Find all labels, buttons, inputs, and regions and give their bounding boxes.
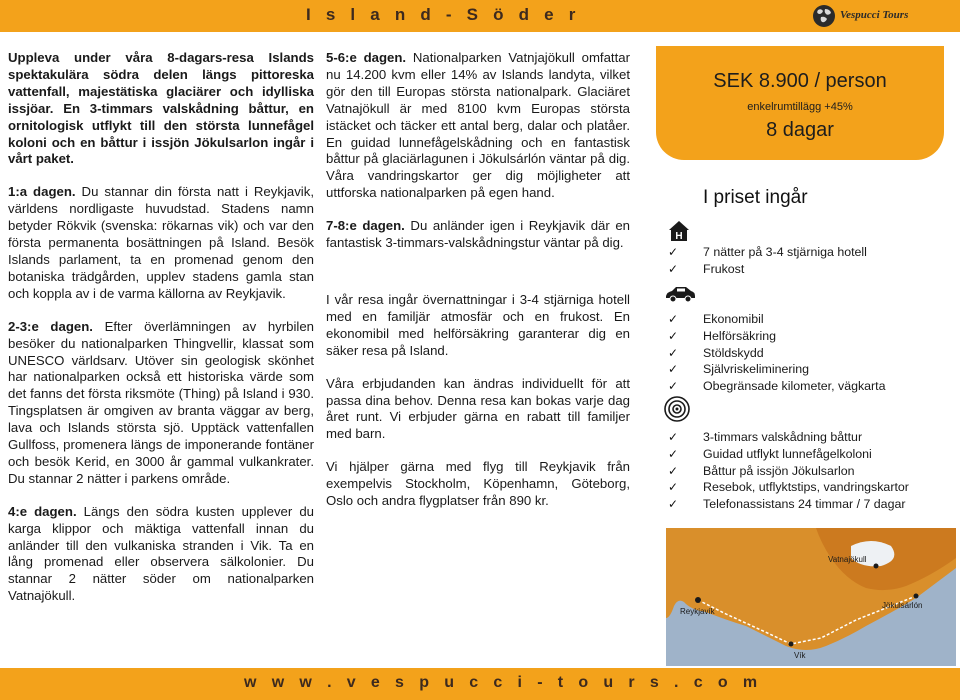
list-item: ✓ Självriskeliminering (668, 361, 886, 378)
day-5-6-label: 5-6:e dagen. (326, 50, 407, 65)
car-list (668, 311, 886, 395)
day-1-text: Du stannar din första natt i Reykjavik, världens nordligaste huvudstad. Stadens namn betyder Rökvik (svenska: rökarnas vik) och var den första permanenta bosättningen på Island. Besök Islands parlament, ta en promenad genom den botaniska trädgården, upplev stadens gamla stan och koppla av i de varma källorna av Reykjavik. (8, 184, 314, 301)
day-5-6-paragraph (326, 50, 630, 202)
activities-list (668, 429, 909, 513)
intro-text: Uppleva under våra 8-dagars-resa Islands spektakulära södra delen längs pittoreska vattenfall, majestätiska glaciärer och idylliska issjöar. En 3-timmars valskådning båttur, en ornitologisk utflykt till den största lunnefågel koloni och en båttur i issjön Jökulsarlon ingår i vårt paket. (8, 50, 314, 167)
map-label-vik: Vík (794, 651, 806, 660)
website-link[interactable]: w w w . v e s p u c c i - t o u r s . c o m (244, 674, 763, 691)
list-item: ✓ Stöldskydd (668, 345, 886, 362)
target-icon (664, 396, 690, 427)
globe-icon (813, 5, 835, 27)
day-7-8-text: Du anländer igen i Reykjavik där en fantastisk 3-timmars-valskådningstur väntar på dig. (326, 218, 630, 251)
list-item: ✓ Telefonassistans 24 timmar / 7 dagar (668, 496, 909, 513)
header-bar (0, 0, 960, 32)
map-label-reykjavik: Reykjavík (680, 607, 715, 616)
day-2-3-label: 2-3:e dagen. (8, 318, 93, 334)
day-1-label: 1:a dagen. (8, 184, 76, 200)
page-title: I s l a n d - S ö d e r (306, 5, 581, 24)
day-4-label: 4:e dagen. (8, 503, 77, 519)
accommodation-list (668, 244, 867, 278)
day-4-paragraph (8, 504, 314, 605)
flights-paragraph: Vi hjälper gärna med flyg till Reykjavik från exempelvis Stockholm, Köpenhamn, Göteborg, Oslo och andra flygplatser från 890 kr. (326, 459, 630, 509)
list-item: ✓ Frukost (668, 261, 867, 278)
list-item: ✓ Ekonomibil (668, 311, 886, 328)
car-icon (664, 285, 696, 308)
price-text: SEK 8.900 / person (713, 70, 887, 92)
description-column-middle (326, 50, 630, 526)
route-map (666, 528, 956, 666)
map-label-vatnajokull: Vatnajökull (828, 555, 867, 564)
list-item: ✓ 7 nätter på 3-4 stjärniga hotell (668, 244, 867, 261)
single-supplement-text: enkelrumtillägg +45% (747, 101, 853, 113)
list-item: ✓ 3-timmars valskådning båttur (668, 429, 909, 446)
company-logo[interactable] (810, 3, 920, 29)
logo-text: Vespucci Tours (840, 9, 909, 21)
footer-bar (0, 668, 960, 700)
day-7-8-label: 7-8:e dagen. (326, 218, 405, 234)
svg-text:H: H (675, 231, 683, 242)
accommodation-paragraph: I vår resa ingår övernattningar i 3-4 stjärniga hotell med en familjär atmosfär och en frukost. En ekonomibil med helförsäkring garanterar dig en säker resa på Island. (326, 291, 630, 358)
day-7-8-paragraph (326, 218, 630, 252)
hotel-icon (668, 220, 690, 247)
list-item: ✓ Båttur på issjön Jökulsarlon (668, 463, 909, 480)
day-2-3-text: Efter överlämningen av hyrbilen besöker du nationalparken Thingvellir, klassat som UNESCO världsarv. Utöver sin geologisk skönhet har nationalparken också ett historiska värde som det fanns det första riksmöte (Thing) på Island i 930. Tingsplatsen är omgiven av branta väggar av berg, lava och Islands största sjö. Upptäck vattenfallen Gullfoss, promenera längs de imponerande fontäner och besök Kerid, en 3000 år gammal vulkankrater. Du stannar 2 nätter i parkens område. (8, 318, 314, 486)
price-box (656, 46, 944, 160)
booking-paragraph: Våra erbjudanden kan ändras individuellt för att passa dina behov. Denna resa kan bokas varje dag året runt. Vi erbjuder gärna en rabatt till familjer med barn. (326, 375, 630, 442)
list-item: ✓ Helförsäkring (668, 328, 886, 345)
list-item: ✓ Resebok, utflyktstips, vandringskartor (668, 479, 909, 496)
day-4-text: Längs den södra kusten upplever du karga klippor och mäktiga vattenfall innan du anländer till den vulkaniska stranden i Vik. Ta en lång promenad eller observera sälkolonier. Du stannar 2 nätter söder om nationalparken Vatnajökull. (8, 503, 314, 604)
list-item: ✓ Guidad utflykt lunnefågelkoloni (668, 446, 909, 463)
day-1-paragraph (8, 184, 314, 302)
day-5-6-text: Nationalparken Vatnjajökull omfattar nu 14.200 kvm eller 14% av Islands landyta, vilket gör den till Europas största nationalpark. Glaciäret Vatnajökull är med 8100 kvm Europas största istäcket och täcker ett antal berg, dalar och platåer. En guidad lunnefågelskådning och en fantastisk båttur på glaciärlagunen i Jökulsárlón väntar på dig. Våra vandringskartor ger dig möjligheter att uttforska nationalparken på egen hand. (326, 50, 630, 201)
duration-text: 8 dagar (766, 119, 834, 141)
map-label-jokulsarlon: Jökulsárlón (882, 601, 923, 610)
description-column-left (8, 50, 314, 621)
included-heading: I priset ingår (703, 187, 808, 208)
day-2-3-paragraph (8, 319, 314, 488)
list-item: ✓ Obegränsade kilometer, vägkarta (668, 378, 886, 395)
